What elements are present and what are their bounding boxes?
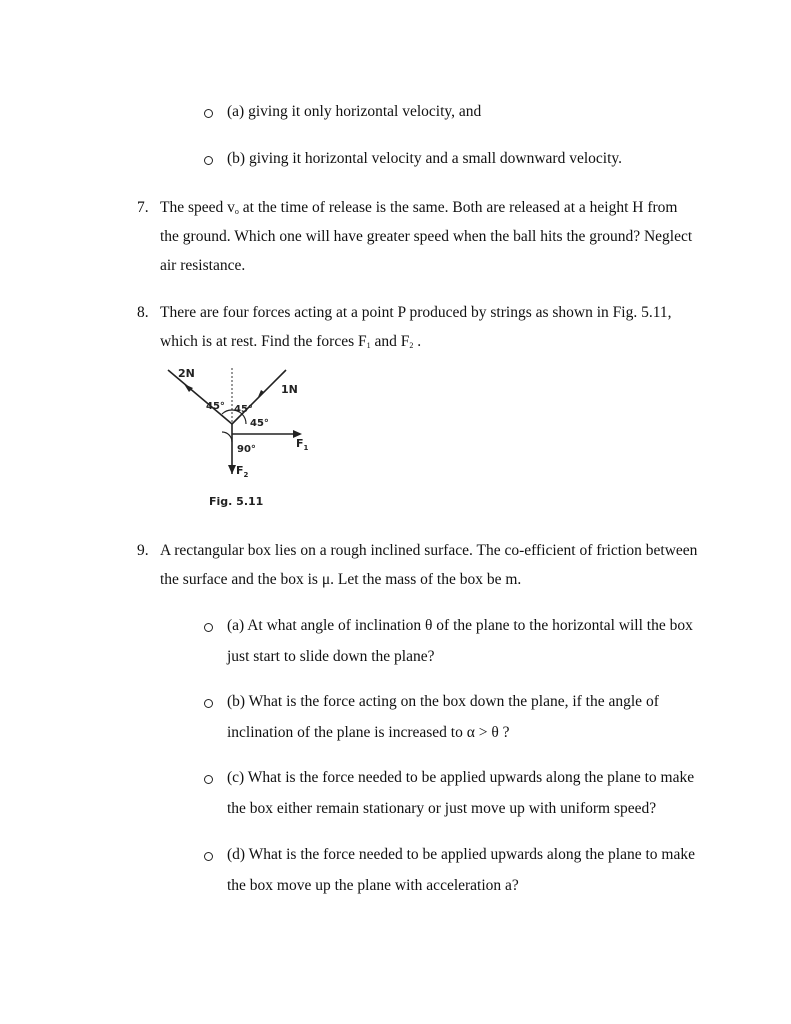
label-f1 bbox=[296, 437, 309, 452]
question-number: 8. bbox=[137, 304, 149, 321]
question-line: air resistance. bbox=[160, 257, 246, 274]
subscript: 2 bbox=[409, 341, 414, 350]
question-line bbox=[160, 198, 677, 222]
part-line: the box either remain stationary or just move up with uniform speed? bbox=[227, 800, 657, 817]
question-line: There are four forces acting at a point P produced by strings as shown in Fig. 5.11, bbox=[160, 304, 672, 321]
label-f2 bbox=[236, 464, 249, 479]
string-1n bbox=[232, 370, 286, 424]
text-fragment: The speed v bbox=[160, 199, 235, 216]
part-line: (b) What is the force acting on the box down the plane, if the angle of bbox=[227, 693, 659, 710]
text-fragment: . bbox=[413, 333, 422, 350]
bullet-icon bbox=[204, 109, 213, 118]
label-angle-left: 45° bbox=[206, 401, 225, 412]
part-line: (d) What is the force needed to be applied upwards along the plane to make bbox=[227, 846, 695, 863]
label-f2-main: F bbox=[236, 464, 244, 477]
bullet-icon bbox=[204, 775, 213, 784]
angle-arc-right bbox=[242, 414, 246, 424]
subscript: o bbox=[234, 207, 239, 216]
label-f1-sub: 1 bbox=[303, 444, 309, 452]
question-line: A rectangular box lies on a rough inclined surface. The co-efficient of friction between bbox=[160, 542, 698, 559]
sub-item-text: (a) giving it only horizontal velocity, and bbox=[227, 103, 482, 120]
text-fragment: which is at rest. Find the forces F bbox=[160, 333, 367, 350]
bullet-icon bbox=[204, 852, 213, 861]
label-angle-mid: 45° bbox=[234, 404, 253, 415]
force-diagram bbox=[160, 362, 330, 487]
text-fragment: and F bbox=[370, 333, 410, 350]
text-fragment: at the time of release is the same. Both are released at a height H from bbox=[238, 199, 678, 216]
part-line: just start to slide down the plane? bbox=[227, 648, 435, 665]
label-1n: 1N bbox=[281, 383, 298, 396]
label-f2-sub: 2 bbox=[243, 471, 249, 479]
part-line: (c) What is the force needed to be applied upwards along the plane to make bbox=[227, 769, 695, 786]
arrow-f2-icon bbox=[228, 465, 236, 474]
sub-item-text: (b) giving it horizontal velocity and a small downward velocity. bbox=[227, 150, 623, 167]
question-number: 9. bbox=[137, 542, 149, 559]
angle-arc-bottom bbox=[222, 432, 232, 442]
part-line: (a) At what angle of inclination θ of the plane to the horizontal will the box bbox=[227, 617, 693, 634]
figure-caption: Fig. 5.11 bbox=[209, 495, 264, 508]
part-line: inclination of the plane is increased to α > θ ? bbox=[227, 724, 510, 741]
subscript: 1 bbox=[366, 341, 371, 350]
bullet-icon bbox=[204, 156, 213, 165]
label-f1-main: F bbox=[296, 437, 304, 450]
question-line bbox=[160, 332, 421, 356]
label-angle-bottom: 90° bbox=[237, 444, 256, 455]
label-2n: 2N bbox=[178, 367, 195, 380]
bullet-icon bbox=[204, 699, 213, 708]
question-line: the ground. Which one will have greater speed when the ball hits the ground? Neglect bbox=[160, 228, 693, 245]
question-line: the surface and the box is μ. Let the mass of the box be m. bbox=[160, 571, 522, 588]
label-angle-right: 45° bbox=[250, 418, 269, 429]
question-number: 7. bbox=[137, 199, 149, 216]
bullet-icon bbox=[204, 623, 213, 632]
part-line: the box move up the plane with acceleration a? bbox=[227, 877, 519, 894]
